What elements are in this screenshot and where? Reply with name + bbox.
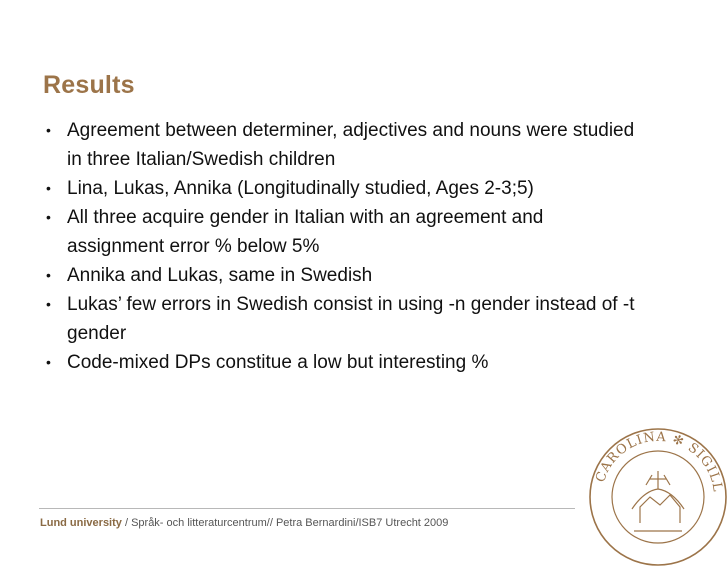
bullet-dot-icon: •: [46, 354, 51, 370]
bullet-item: [46, 174, 636, 203]
bullet-text: Agreement between determiner, adjectives and nouns were studied in three Italian/Swedish children: [67, 120, 635, 170]
bullet-dot-icon: •: [46, 180, 51, 196]
bullet-text: Lukas’ few errors in Swedish consist in using -n gender instead of -t gender: [67, 294, 635, 344]
footer-divider: [39, 508, 575, 509]
svg-text:CAROLINA ✻ SIGILL: [593, 430, 725, 494]
bullet-item: [46, 290, 636, 348]
seal-emblem-icon: [632, 471, 684, 531]
bullet-dot-icon: •: [46, 122, 51, 138]
bullet-dot-icon: •: [46, 296, 51, 312]
seal-lettering: CAROLINA ✻ SIGILL: [593, 429, 725, 494]
footer-credit: / Språk- och litteraturcentrum// Petra Bernardini/ISB7 Utrecht 2009: [121, 517, 449, 529]
bullet-list: [46, 116, 636, 377]
bullet-text: Code-mixed DPs constitue a low but interesting %: [67, 352, 489, 373]
bullet-dot-icon: •: [46, 267, 51, 283]
bullet-text: All three acquire gender in Italian with an agreement and assignment error % below 5%: [67, 207, 544, 257]
bullet-dot-icon: •: [46, 209, 51, 225]
bullet-item: [46, 261, 636, 290]
bullet-item: [46, 348, 636, 377]
slide-title: Results: [43, 71, 135, 99]
bullet-text: Annika and Lukas, same in Swedish: [67, 265, 373, 286]
footer-university: Lund university: [40, 517, 122, 529]
bullet-text: Lina, Lukas, Annika (Longitudinally studied, Ages 2-3;5): [67, 178, 534, 199]
bullet-item: [46, 203, 636, 261]
bullet-item: [46, 116, 636, 174]
footer: [40, 517, 448, 529]
university-seal-logo: [588, 427, 728, 567]
